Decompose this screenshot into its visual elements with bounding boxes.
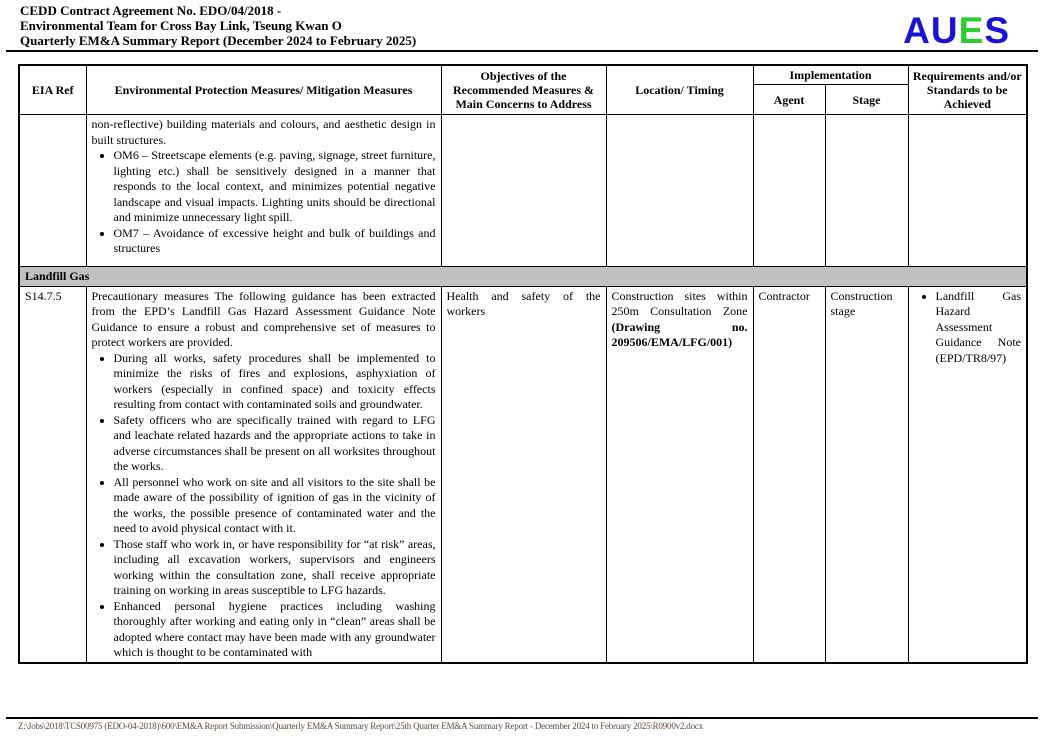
continuation-bullet-list <box>92 148 436 257</box>
agent-cell: Contractor <box>753 286 825 663</box>
location-timing-cell <box>606 286 753 663</box>
measures-bullet-list <box>92 351 436 661</box>
requirements-bullet-1: • Landfill Gas Hazard Assessment Guidance Note (EPD/TR8/97) <box>936 289 1022 367</box>
continuation-requirements-cell <box>908 115 1027 267</box>
objectives-cell: Health and safety of the workers <box>441 286 606 663</box>
report-title <box>20 3 416 48</box>
location-drawing-ref: (Drawing no. 209506/EMA/LFG/001) <box>611 319 748 349</box>
emma-measures-table <box>18 64 1028 664</box>
location-text: Construction sites within 250m Consultation Zone <box>611 288 748 318</box>
continuation-intro: non-reflective) building materials and colours, and aesthetic design in built structures. <box>91 117 436 147</box>
logo-segment-s: S <box>984 9 1010 51</box>
header-agent: Agent <box>753 85 825 115</box>
logo-segment-e: E <box>958 9 985 51</box>
requirements-cell <box>908 286 1027 663</box>
report-title-line-2: Environmental Team for Cross Bay Link, Tseung Kwan O <box>20 18 342 33</box>
measures-cell <box>86 286 441 663</box>
continuation-eia-cell <box>19 115 86 267</box>
measures-intro: Precautionary measures The following guidance has been extracted from the EPD’s Landfill Gas Hazard Assessment Guidance Note Guidance to ensure a robust and comprehensive set of measures to protect workers are provided. <box>91 288 436 349</box>
measures-bullet-5: • Enhanced personal hygiene practices including washing thoroughly after working and eating only in “clean” areas shall be adopted where contact may have been made with any groundwater which is thought to be contaminated with <box>114 599 436 661</box>
continuation-measures-cell <box>86 115 441 267</box>
measures-bullet-3: • All personnel who work on site and all visitors to the site shall be made aware of the possibility of ignition of gas in the vicinity of the works, the possible presence of contaminated water and the need to avoid physical contact with it. <box>114 475 436 537</box>
logo-segment-au: AU <box>903 9 959 51</box>
continuation-agent-cell <box>753 115 825 267</box>
report-title-line-1: CEDD Contract Agreement No. EDO/04/2018 - <box>20 3 282 18</box>
header-measures: Environmental Protection Measures/ Mitigation Measures <box>86 65 441 115</box>
bullet-om6: • OM6 – Streetscape elements (e.g. paving, signage, street furniture, lighting etc.) shall be sensitively designed in a manner that responds to the local context, and minimizes potential negative landscape and visual impacts. Lighting units should be directional and minimize unnecessary light spill. <box>114 148 436 226</box>
table-header <box>19 65 1027 115</box>
aues-logo <box>903 9 1034 51</box>
header-location-timing: Location/ Timing <box>606 65 753 115</box>
file-path: Z:\Jobs\2018\TCS00975 (EDO-04-2018)\600\EM&A Report Submission\Quarterly EM&A Summary Report\25th Quarter EM&A Summary Report - December 2024 to February 2025\R0900v2.docx <box>18 721 703 731</box>
header-stage: Stage <box>825 85 908 115</box>
measures-bullet-2: • Safety officers who are specifically trained with regard to LFG and leachate related hazards and the appropriate actions to take in adverse circumstances shall be present on all worksites throughout the works. <box>114 413 436 475</box>
continuation-location-cell <box>606 115 753 267</box>
eia-ref-cell: S14.7.5 <box>19 286 86 663</box>
section-header-label: Landfill Gas <box>19 267 1027 287</box>
document-footer <box>6 717 1038 731</box>
header-requirements: Requirements and/or Standards to be Achieved <box>908 65 1027 115</box>
row-continuation <box>19 115 1027 267</box>
stage-cell: Construction stage <box>825 286 908 663</box>
measures-bullet-4: • Those staff who work in, or have responsibility for “at risk” areas, including all excavation workers, supervisors and engineers working within the consultation zone, shall receive appropriate training on working in areas susceptible to LFG hazards. <box>114 537 436 599</box>
continuation-objectives-cell <box>441 115 606 267</box>
header-implementation: Implementation <box>753 65 908 85</box>
row-s14-7-5 <box>19 286 1027 663</box>
section-row-landfill-gas <box>19 267 1027 287</box>
bullet-om7: • OM7 – Avoidance of excessive height and bulk of buildings and structures <box>114 226 436 257</box>
header-eia-ref: EIA Ref <box>19 65 86 115</box>
document-header <box>6 0 1038 52</box>
measures-bullet-1: • During all works, safety procedures shall be implemented to minimize the risks of fires and explosions, asphyxiation of workers (especially in confined space) and toxicity effects resulting from contact with contaminated soils and groundwater. <box>114 351 436 413</box>
header-objectives: Objectives of the Recommended Measures & Main Concerns to Address <box>441 65 606 115</box>
report-title-line-3: Quarterly EM&A Summary Report (December 2024 to February 2025) <box>20 33 417 48</box>
continuation-stage-cell <box>825 115 908 267</box>
requirements-bullet-list <box>914 289 1022 367</box>
